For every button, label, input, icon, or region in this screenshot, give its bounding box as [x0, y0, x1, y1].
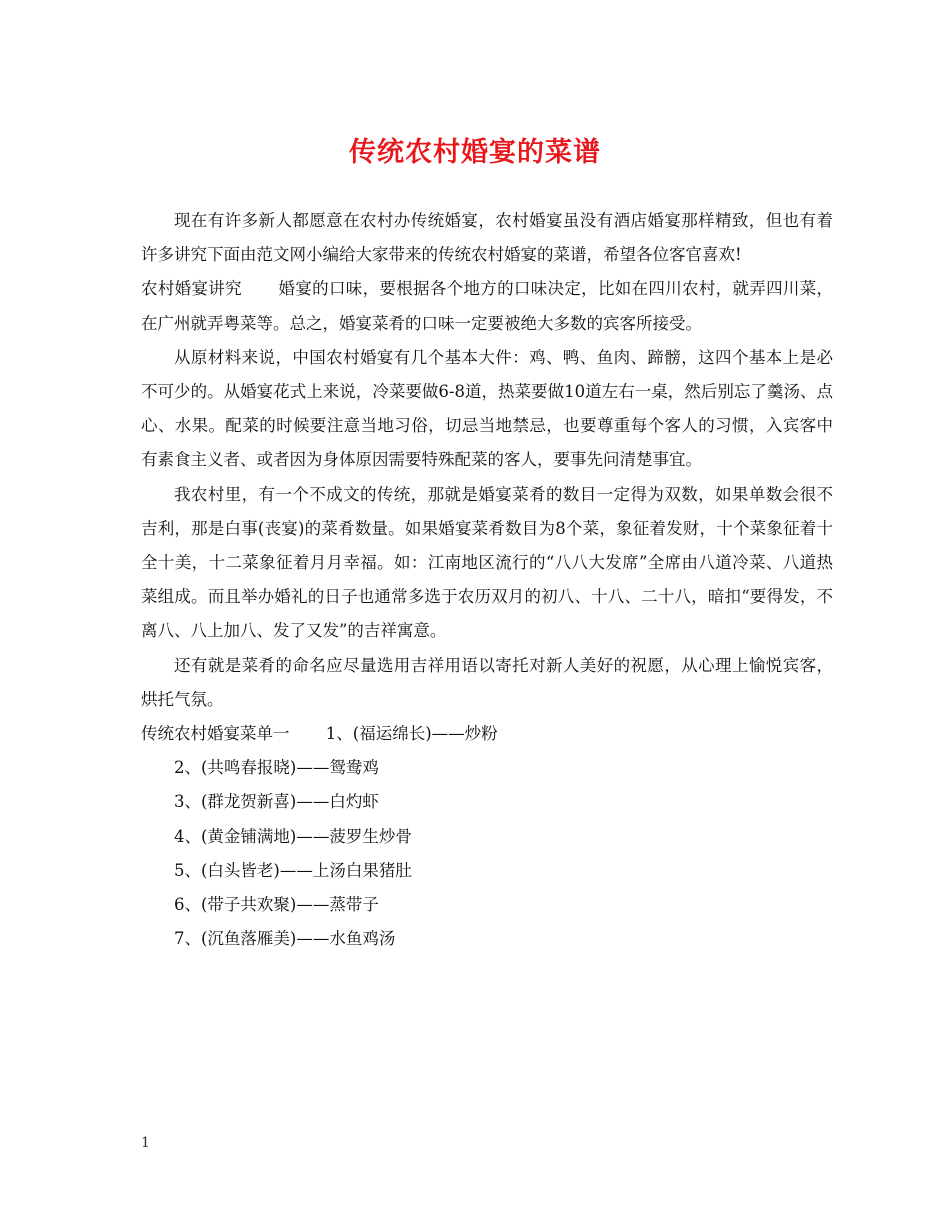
menu-item: 4、(黄金铺满地)——菠罗生炒骨: [174, 826, 412, 846]
menu-heading-line: [141, 717, 833, 751]
page-title: 传统农村婚宴的菜谱: [349, 137, 601, 168]
page-number: 1: [141, 1135, 150, 1151]
paragraph-customs: [141, 272, 833, 340]
document-body: [141, 204, 833, 956]
paragraph-intro: 现在有许多新人都愿意在农村办传统婚宴，农村婚宴虽没有酒店婚宴那样精致，但也有着许多讲究下面由范文网小编给大家带来的传统农村婚宴的菜谱，希望各位客官喜欢!: [141, 211, 833, 265]
menu-item: 7、(沉鱼落雁美)——水鱼鸡汤: [174, 929, 396, 949]
paragraph-tradition: 我农村里，有一个不成文的传统，那就是婚宴菜肴的数目一定得为双数，如果单数会很不吉利，那是白事(丧宴)的菜肴数量。如果婚宴菜肴数目为8个菜，象征着发财，十个菜象征着十全十美，十二菜象征着月月幸福。如：江南地区流行的“八八大发席”全席由八道冷菜、八道热菜组成。而且举办婚礼的日子也通常多选于农历双月的初八、十八、二十八，暗扣“要得发，不离八、八上加八、发了又发”的吉祥寓意。: [141, 484, 833, 641]
paragraph-naming: 还有就是菜肴的命名应尽量选用吉祥用语以寄托对新人美好的祝愿，从心理上愉悦宾客，烘托气氛。: [141, 655, 833, 709]
menu-item: 5、(白头皆老)——上汤白果猪肚: [174, 860, 412, 880]
section-heading-customs: 农村婚宴讲究: [141, 279, 242, 299]
menu-item: 1、(福运绵长)——炒粉: [325, 724, 498, 744]
menu-heading: 传统农村婚宴菜单一: [141, 724, 290, 744]
menu-item: 2、(共鸣春报晓)——鸳鸯鸡: [174, 758, 379, 778]
menu-item: 6、(带子共欢聚)——蒸带子: [174, 895, 379, 915]
paragraph-ingredients: 从原材料来说，中国农村婚宴有几个基本大件：鸡、鸭、鱼肉、蹄髈，这四个基本上是必不可少的。从婚宴花式上来说，冷菜要做6-8道，热菜要做10道左右一桌，然后别忘了羹汤、点心、水果。配菜的时候要注意当地习俗，切忌当地禁忌，也要尊重每个客人的习惯，入宾客中有素食主义者、或者因为身体原因需要特殊配菜的客人，要事先问清楚事宜。: [141, 347, 833, 470]
menu-item: 3、(群龙贺新喜)——白灼虾: [174, 792, 379, 812]
paragraph-customs-text: 婚宴的口味，要根据各个地方的口味决定，比如在四川农村，就弄四川菜，在广州就弄粤菜等。总之，婚宴菜肴的口味一定要被绝大多数的宾客所接受。: [141, 279, 834, 333]
